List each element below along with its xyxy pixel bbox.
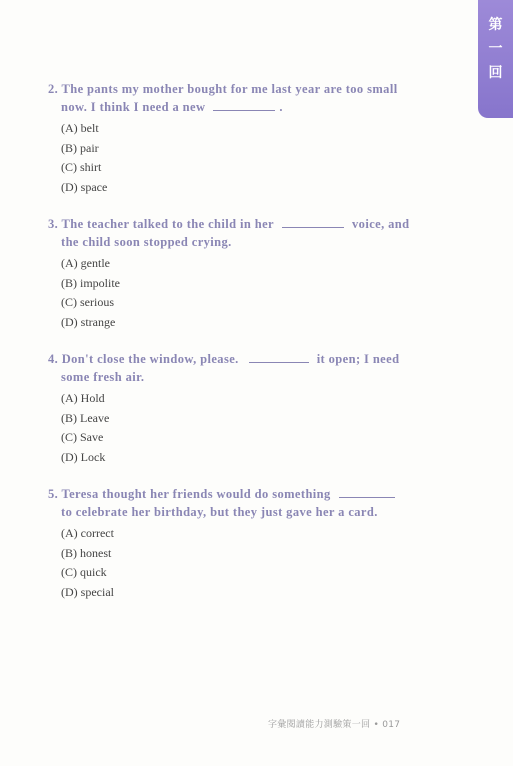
option: (A) gentle bbox=[61, 256, 110, 270]
options-list bbox=[48, 254, 420, 332]
option: (A) belt bbox=[61, 121, 99, 135]
question-text: 4. Don't close the window, please. it open; I need bbox=[48, 352, 400, 366]
option: (B) impolite bbox=[61, 275, 120, 290]
option: (A) Hold bbox=[61, 391, 105, 405]
option: (C) serious bbox=[61, 295, 114, 309]
option: (D) special bbox=[61, 584, 114, 599]
chapter-tab-char: 第 bbox=[488, 17, 503, 33]
answer-blank bbox=[339, 487, 395, 498]
option: (C) shirt bbox=[61, 160, 102, 174]
answer-blank bbox=[249, 352, 309, 363]
option: (B) Leave bbox=[61, 410, 110, 425]
answer-blank bbox=[213, 100, 275, 111]
option: (D) space bbox=[61, 179, 108, 194]
chapter-tab-char: 一 bbox=[488, 41, 503, 57]
question-text-cont: to celebrate her birthday, but they just gave her a card. bbox=[61, 505, 378, 519]
question-text: 3. The teacher talked to the child in her voice, and bbox=[48, 217, 410, 231]
question-text: 5. Teresa thought her friends would do something bbox=[48, 485, 420, 503]
options-list bbox=[48, 389, 420, 467]
options-list bbox=[48, 524, 420, 602]
option: (B) honest bbox=[61, 545, 112, 560]
question-4 bbox=[48, 350, 420, 467]
option: (C) Save bbox=[61, 430, 104, 444]
question-text-cont: now. I think I need a new . bbox=[61, 100, 283, 114]
question-3 bbox=[48, 215, 420, 332]
question-text: 2. The pants my mother bought for me last year are too small bbox=[48, 82, 398, 96]
option: (D) Lock bbox=[61, 449, 106, 464]
option: (B) pair bbox=[61, 140, 99, 155]
answer-blank bbox=[282, 217, 344, 228]
chapter-tab bbox=[478, 0, 513, 118]
chapter-tab-char: 回 bbox=[488, 65, 503, 81]
question-text-cont: the child soon stopped crying. bbox=[61, 235, 232, 249]
question-2 bbox=[48, 80, 420, 197]
question-text-cont: some fresh air. bbox=[61, 370, 145, 384]
option: (C) quick bbox=[61, 565, 107, 579]
page-footer: 字彙閱讀能力測驗策一回 • 017 bbox=[268, 720, 401, 730]
option: (A) correct bbox=[61, 526, 114, 540]
option: (D) strange bbox=[61, 314, 116, 329]
options-list bbox=[48, 119, 420, 197]
question-5 bbox=[48, 485, 420, 602]
